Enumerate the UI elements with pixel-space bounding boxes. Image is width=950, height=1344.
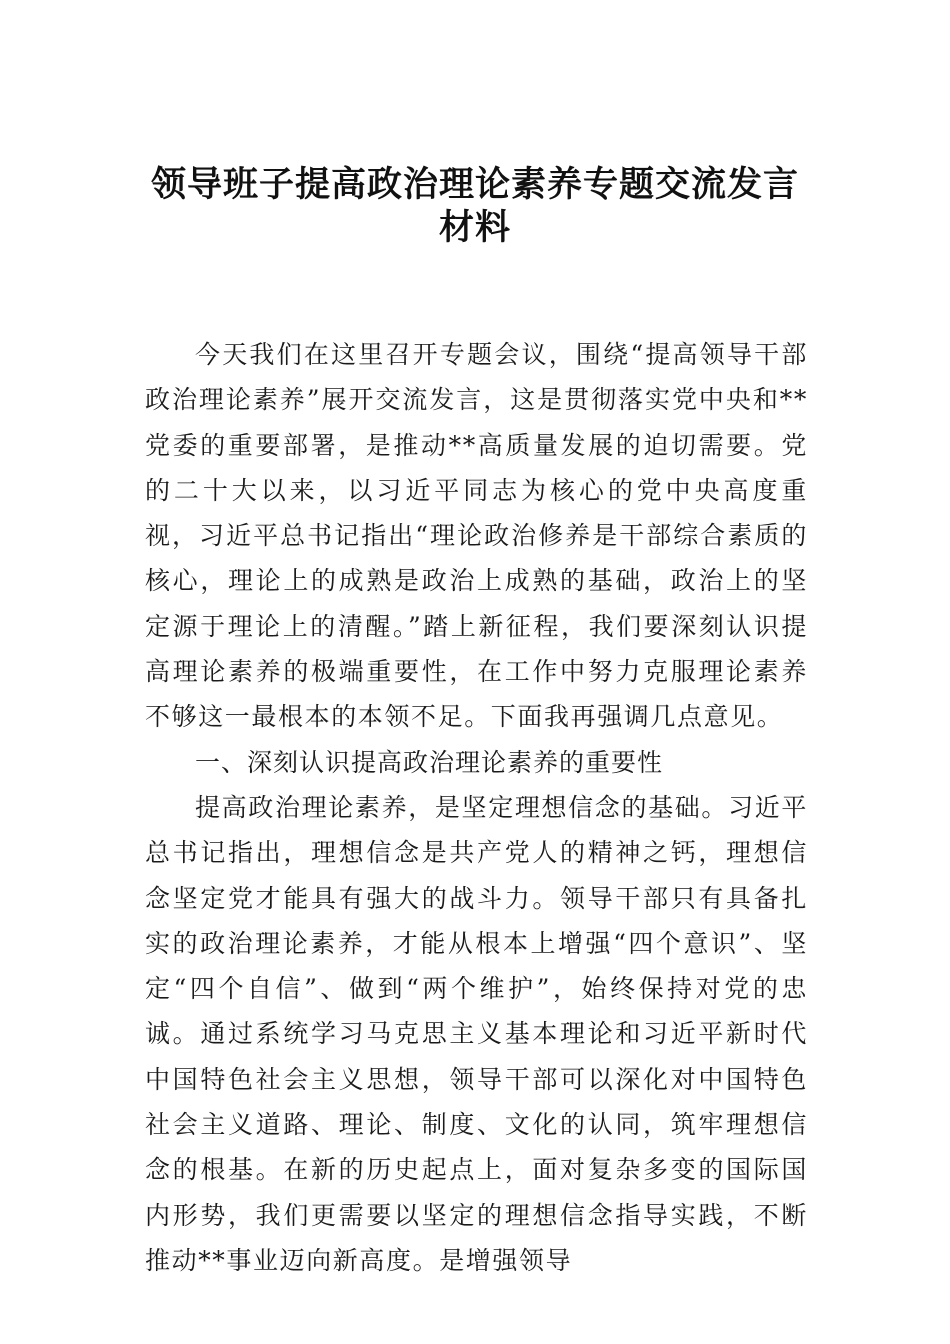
section-1-paragraph: 提高政治理论素养，是坚定理想信念的基础。习近平总书记指出，理想信念是共产党人的精神之钙，理想信念坚定党才能具有强大的战斗力。领导干部只有具备扎实的政治理论素养，才能从根本上增强“四个意识”、坚定“四个自信”、做到“两个维护”，始终保持对党的忠诚。通过系统学习马克思主义基本理论和习近平新时代中国特色社会主义思想，领导干部可以深化对中国特色社会主义道路、理论、制度、文化的认同，筑牢理想信念的根基。在新的历史起点上，面对复杂多变的国际国内形势，我们更需要以坚定的理想信念指导实践，不断推动**事业迈向新高度。是增强领导: [145, 792, 808, 1275]
document-title-line-1: 领导班子提高政治理论素养专题交流发言: [150, 164, 799, 205]
document-body: [145, 332, 808, 1283]
section-heading-1: 一、深刻认识提高政治理论素养的重要性: [195, 747, 664, 777]
document-title-line-2: 材料: [438, 207, 511, 248]
intro-paragraph: 今天我们在这里召开专题会议，围绕“提高领导干部政治理论素养”展开交流发言，这是贯彻落实党中央和**党委的重要部署，是推动**高质量发展的迫切需要。党的二十大以来，以习近平同志为核心的党中央高度重视，习近平总书记指出“理论政治修养是干部综合素质的核心，理论上的成熟是政治上成熟的基础，政治上的坚定源于理论上的清醒。”踏上新征程，我们要深刻认识提高理论素养的极端重要性，在工作中努力克服理论素养不够这一最根本的本领不足。下面我再强调几点意见。: [145, 340, 808, 732]
